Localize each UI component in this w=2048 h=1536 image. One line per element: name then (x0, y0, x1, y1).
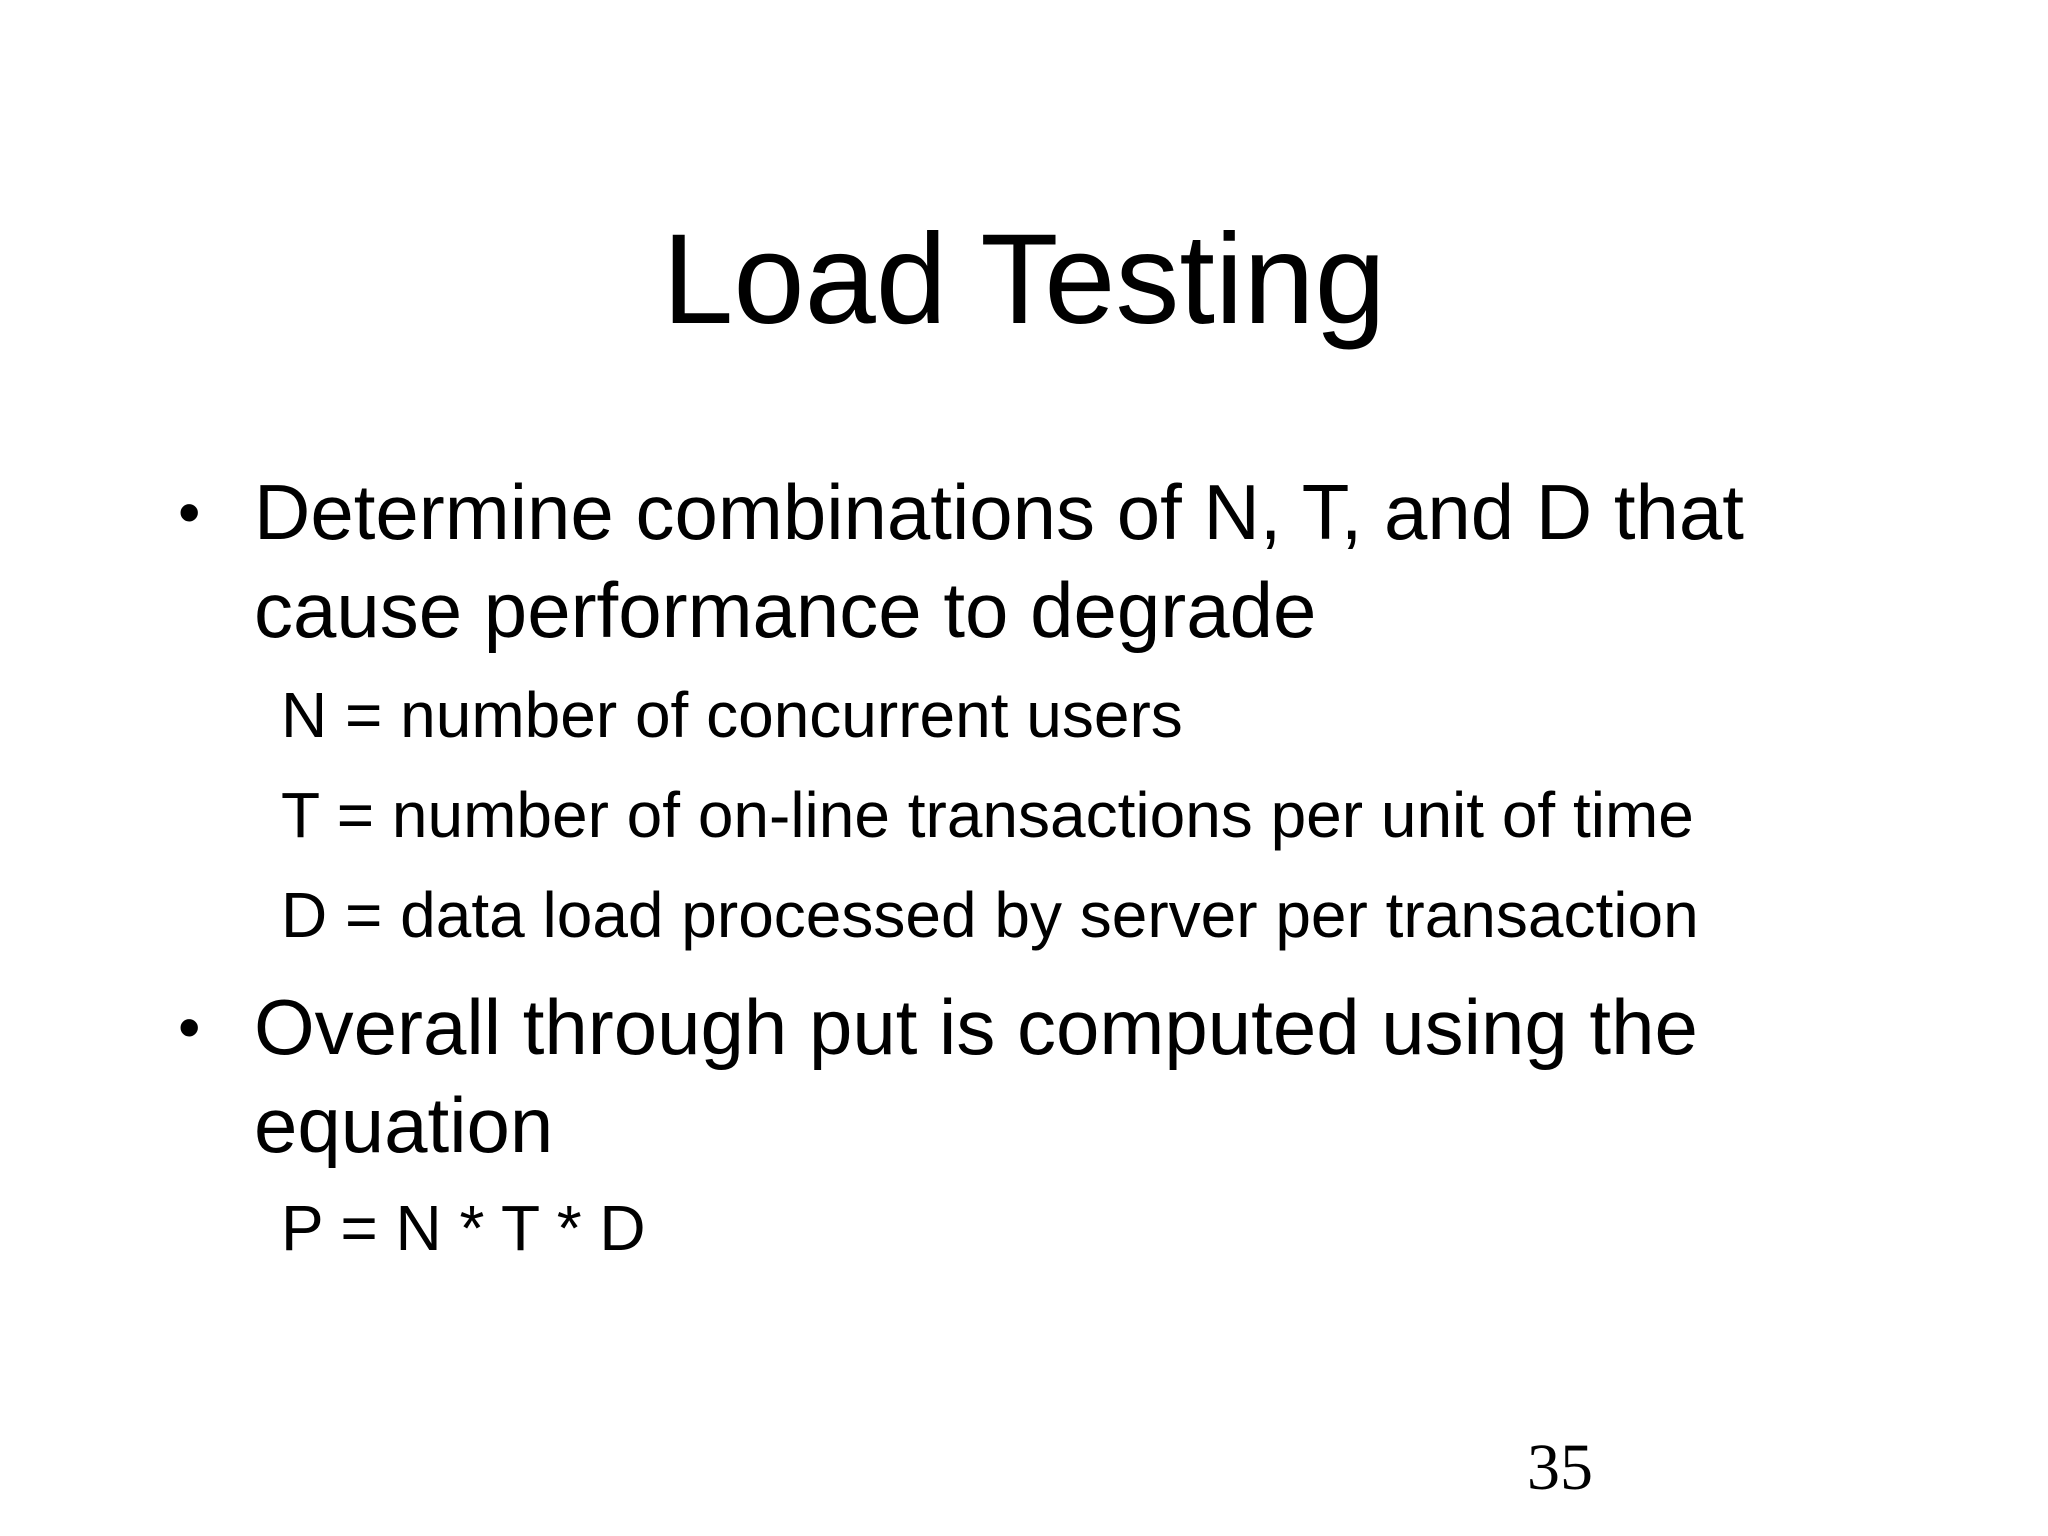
page-number: 35 (1527, 1431, 1593, 1504)
bullet-item (178, 978, 1898, 1174)
sub-item-n-definition: N = number of concurrent users (281, 679, 1183, 751)
bullet-text: Overall through put is computed using the equation (254, 983, 1698, 1169)
bullet-icon: • (178, 476, 201, 548)
sub-item-d-definition: D = data load processed by server per transaction (281, 879, 1699, 951)
bullet-item (178, 463, 1898, 659)
sub-item-equation: P = N * T * D (281, 1192, 646, 1264)
sub-item-t-definition: T = number of on-line transactions per unit of time (281, 779, 1694, 851)
bullet-icon: • (178, 991, 201, 1063)
bullet-text: Determine combinations of N, T, and D that cause performance to degrade (254, 468, 1744, 654)
slide-title: Load Testing (662, 208, 1386, 351)
